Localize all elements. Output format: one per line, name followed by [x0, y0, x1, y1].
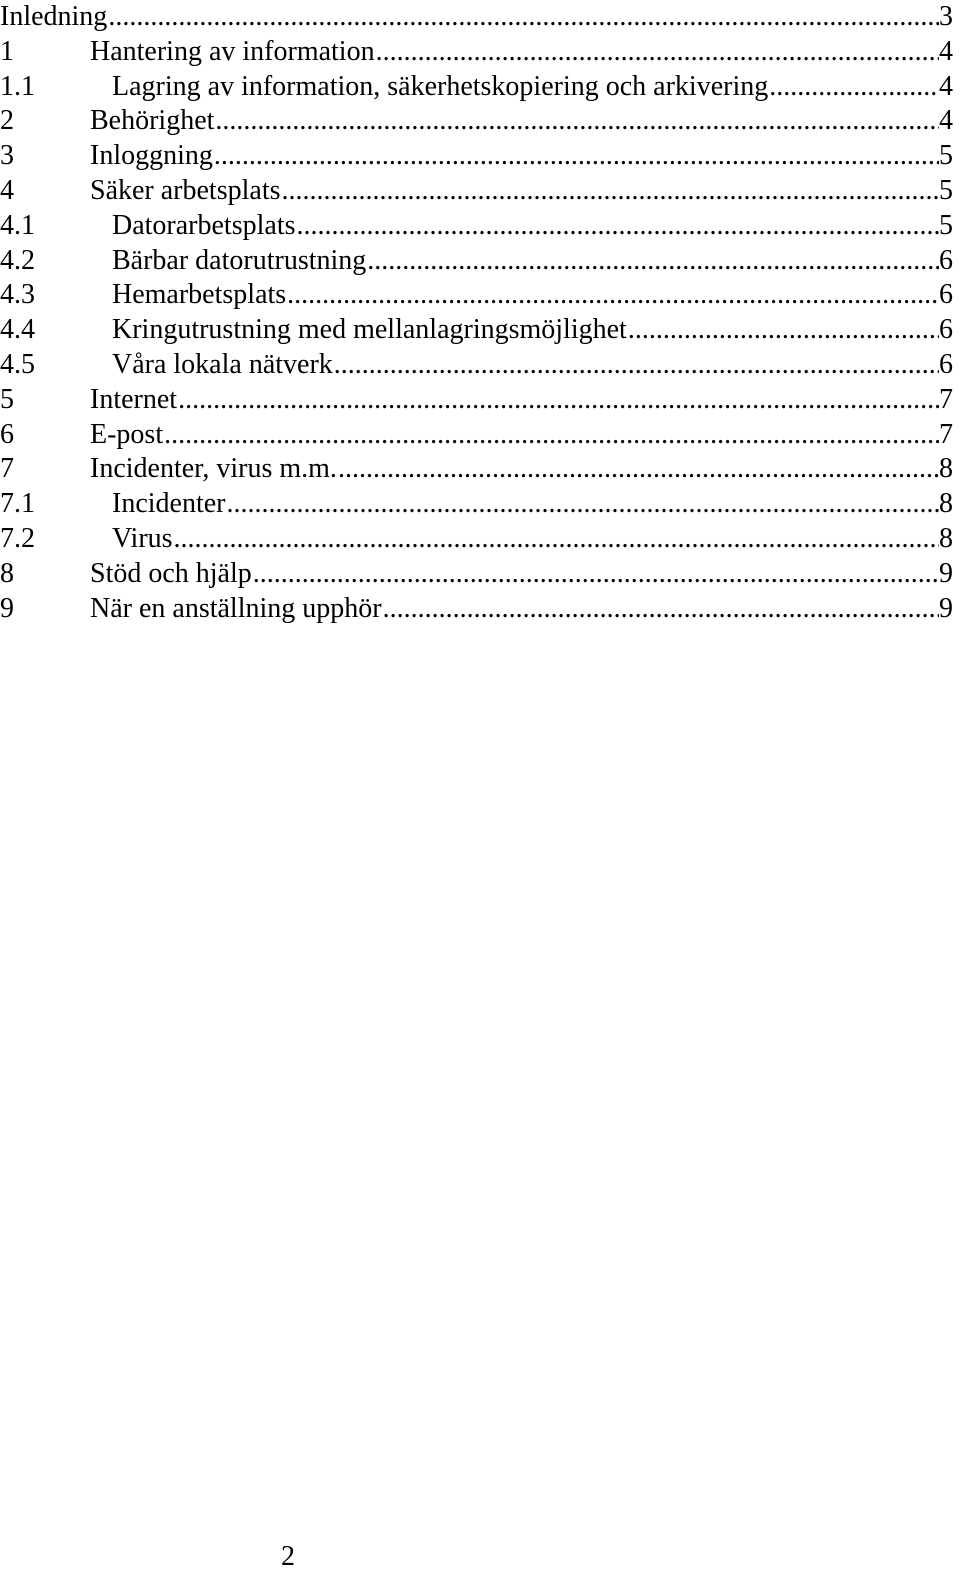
toc-entry-number: 2: [0, 105, 14, 137]
toc-dot-leader: [366, 244, 939, 279]
toc-entry-page: 8: [939, 453, 953, 485]
toc-entry[interactable]: [0, 592, 953, 627]
toc-entry-title: E-post: [90, 418, 164, 450]
toc-entry[interactable]: [0, 418, 953, 453]
toc-entry[interactable]: [0, 452, 953, 487]
toc-entry-page: 4: [939, 105, 953, 137]
toc-entry[interactable]: [0, 383, 953, 418]
toc-entry-page: 5: [939, 140, 953, 172]
toc-entry[interactable]: [0, 35, 953, 70]
toc-entry-number: 1: [0, 35, 14, 67]
toc-entry-page: 6: [939, 314, 953, 346]
toc-entry-number: 5: [0, 383, 14, 415]
toc-entry[interactable]: [0, 139, 953, 174]
toc-entry-number: 7.2: [0, 522, 35, 554]
toc-entry-page: 5: [939, 174, 953, 206]
toc-entry[interactable]: [0, 487, 953, 522]
toc-entry-page: 4: [939, 70, 953, 102]
toc-dot-leader: [163, 418, 939, 453]
toc-entry-number: 9: [0, 592, 14, 624]
toc-dot-leader: [337, 452, 939, 487]
toc-entry-number: 8: [0, 557, 14, 589]
toc-entry-number: 4.5: [0, 348, 35, 380]
toc-entry-title: Bärbar datorutrustning: [112, 244, 367, 276]
toc-entry-title: Inloggning: [90, 140, 213, 172]
toc-dot-leader: [768, 70, 939, 105]
toc-dot-leader: [281, 174, 940, 209]
toc-dot-leader: [252, 557, 939, 592]
toc-entry-title: Kringutrustning med mellanlagringsmöjlighet: [112, 314, 627, 346]
toc-entry[interactable]: [0, 348, 953, 383]
toc-entry[interactable]: [0, 278, 953, 313]
toc-entry-title: Behörighet: [90, 105, 215, 137]
toc-entry-page: 4: [939, 35, 953, 67]
toc-entry-title: Internet: [90, 383, 178, 415]
toc-entry[interactable]: [0, 244, 953, 279]
toc-entry-title: Hantering av information: [90, 35, 375, 67]
toc-entry[interactable]: [0, 209, 953, 244]
toc-dot-leader: [213, 139, 939, 174]
toc-entry-number: 7.1: [0, 488, 35, 520]
toc-entry-title: Lagring av information, säkerhetskopiering och arkivering: [112, 70, 769, 102]
toc-entry-number: 1.1: [0, 70, 35, 102]
toc-entry[interactable]: [0, 174, 953, 209]
toc-entry-title: Våra lokala nätverk: [112, 348, 333, 380]
toc-entry[interactable]: [0, 557, 953, 592]
toc-entry-number: 4.1: [0, 209, 35, 241]
toc-dot-leader: [214, 104, 939, 139]
toc-entry-title: Incidenter: [112, 488, 226, 520]
toc-entry-number: 3: [0, 140, 14, 172]
toc-entry-page: 8: [939, 522, 953, 554]
toc-dot-leader: [375, 35, 939, 70]
toc-entry-number: 4.4: [0, 314, 35, 346]
toc-entry-page: 7: [939, 418, 953, 450]
toc-entry-page: 9: [939, 592, 953, 624]
toc-entry[interactable]: [0, 313, 953, 348]
toc-entry[interactable]: [0, 522, 953, 557]
toc-entry[interactable]: [0, 70, 953, 105]
toc-entry-page: 6: [939, 279, 953, 311]
toc-dot-leader: [173, 522, 939, 557]
toc-entry-title: Hemarbetsplats: [112, 279, 287, 311]
toc-dot-leader: [627, 313, 939, 348]
toc-dot-leader: [226, 487, 940, 522]
toc-entry-page: 6: [939, 348, 953, 380]
toc-entry-number: 4.3: [0, 279, 35, 311]
toc-dot-leader: [107, 0, 939, 35]
toc-dot-leader: [286, 278, 939, 313]
toc-entry-number: 4: [0, 174, 14, 206]
toc-entry-page: 9: [939, 557, 953, 589]
toc-entry-title: Stöd och hjälp: [90, 557, 252, 589]
toc-entry-page: 6: [939, 244, 953, 276]
toc-entry-title: Säker arbetsplats: [90, 174, 281, 206]
toc-entry-inledning[interactable]: [0, 0, 953, 35]
toc-entry-title: Inledning: [0, 1, 108, 32]
toc-entry-page: 5: [939, 209, 953, 241]
toc-entry-number: 7: [0, 453, 14, 485]
page-number: 2: [281, 1541, 295, 1572]
toc-entry-title: När en anställning upphör: [90, 592, 382, 624]
toc-entry-title: Datorarbetsplats: [112, 209, 296, 241]
toc-entry[interactable]: [0, 104, 953, 139]
toc-entry-title: Incidenter, virus m.m.: [90, 453, 337, 485]
toc-entry-page: 3: [939, 1, 953, 32]
toc-entry-page: 8: [939, 488, 953, 520]
toc-entry-page: 7: [939, 383, 953, 415]
table-of-contents: [0, 0, 953, 626]
toc-dot-leader: [382, 592, 939, 627]
toc-entry-number: 4.2: [0, 244, 35, 276]
toc-dot-leader: [333, 348, 939, 383]
toc-entry-number: 6: [0, 418, 14, 450]
toc-entry-title: Virus: [112, 522, 173, 554]
toc-dot-leader: [177, 383, 939, 418]
toc-dot-leader: [296, 209, 940, 244]
